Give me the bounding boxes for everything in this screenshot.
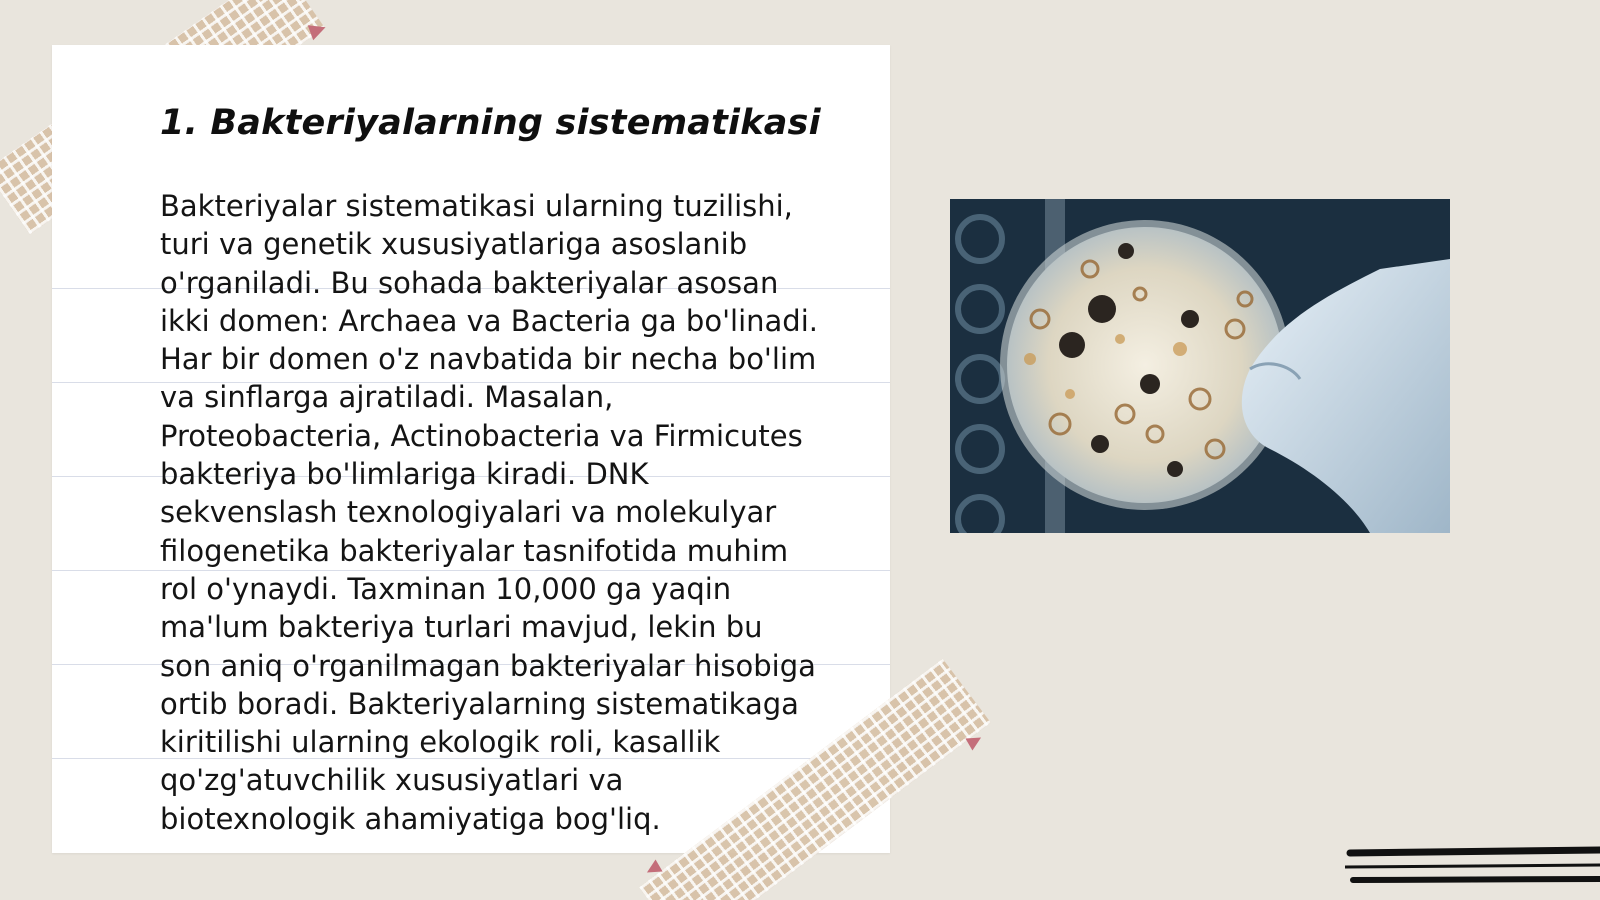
petri-dish-icon (950, 199, 1450, 533)
slide-body-text: Bakteriyalar sistematikasi ularning tuzilishi, turi va genetik xususiyatlariga asoslanib o'rganiladi. Bu sohada bakteriyalar asosan ikki domen: Archaea va Bacteria ga bo'linadi. Har bir domen o'z navbatida bir necha bo'lim va sinflarga ajratiladi. Masalan, Proteobacteria, Actinobacteria va Firmicutes bakteriya bo'limlariga kiradi. DNK sekvenslash texnologiyalari va molekulyar filogenetika bakteriyalar tasnifotida muhim rol o'ynaydi. Taxminan 10,000 ga yaqin ma'lum bakteriya turlari mavjud, lekin bu son aniq o'rganilmagan bakteriyalar hisobiga ortib boradi. Bakteriyalarning sistematikaga kiritilishi ularning ekologik roli, kasallik qo'zg'atuvchilik xususiyatlari va biotexnologik ahamiyatiga bog'liq. (160, 189, 818, 836)
decorative-brush-lines (1345, 845, 1600, 895)
note-card (52, 45, 890, 853)
slide-title: 1. Bakteriyalarning sistematikasi (160, 103, 821, 143)
petri-dish-photo (950, 199, 1450, 533)
